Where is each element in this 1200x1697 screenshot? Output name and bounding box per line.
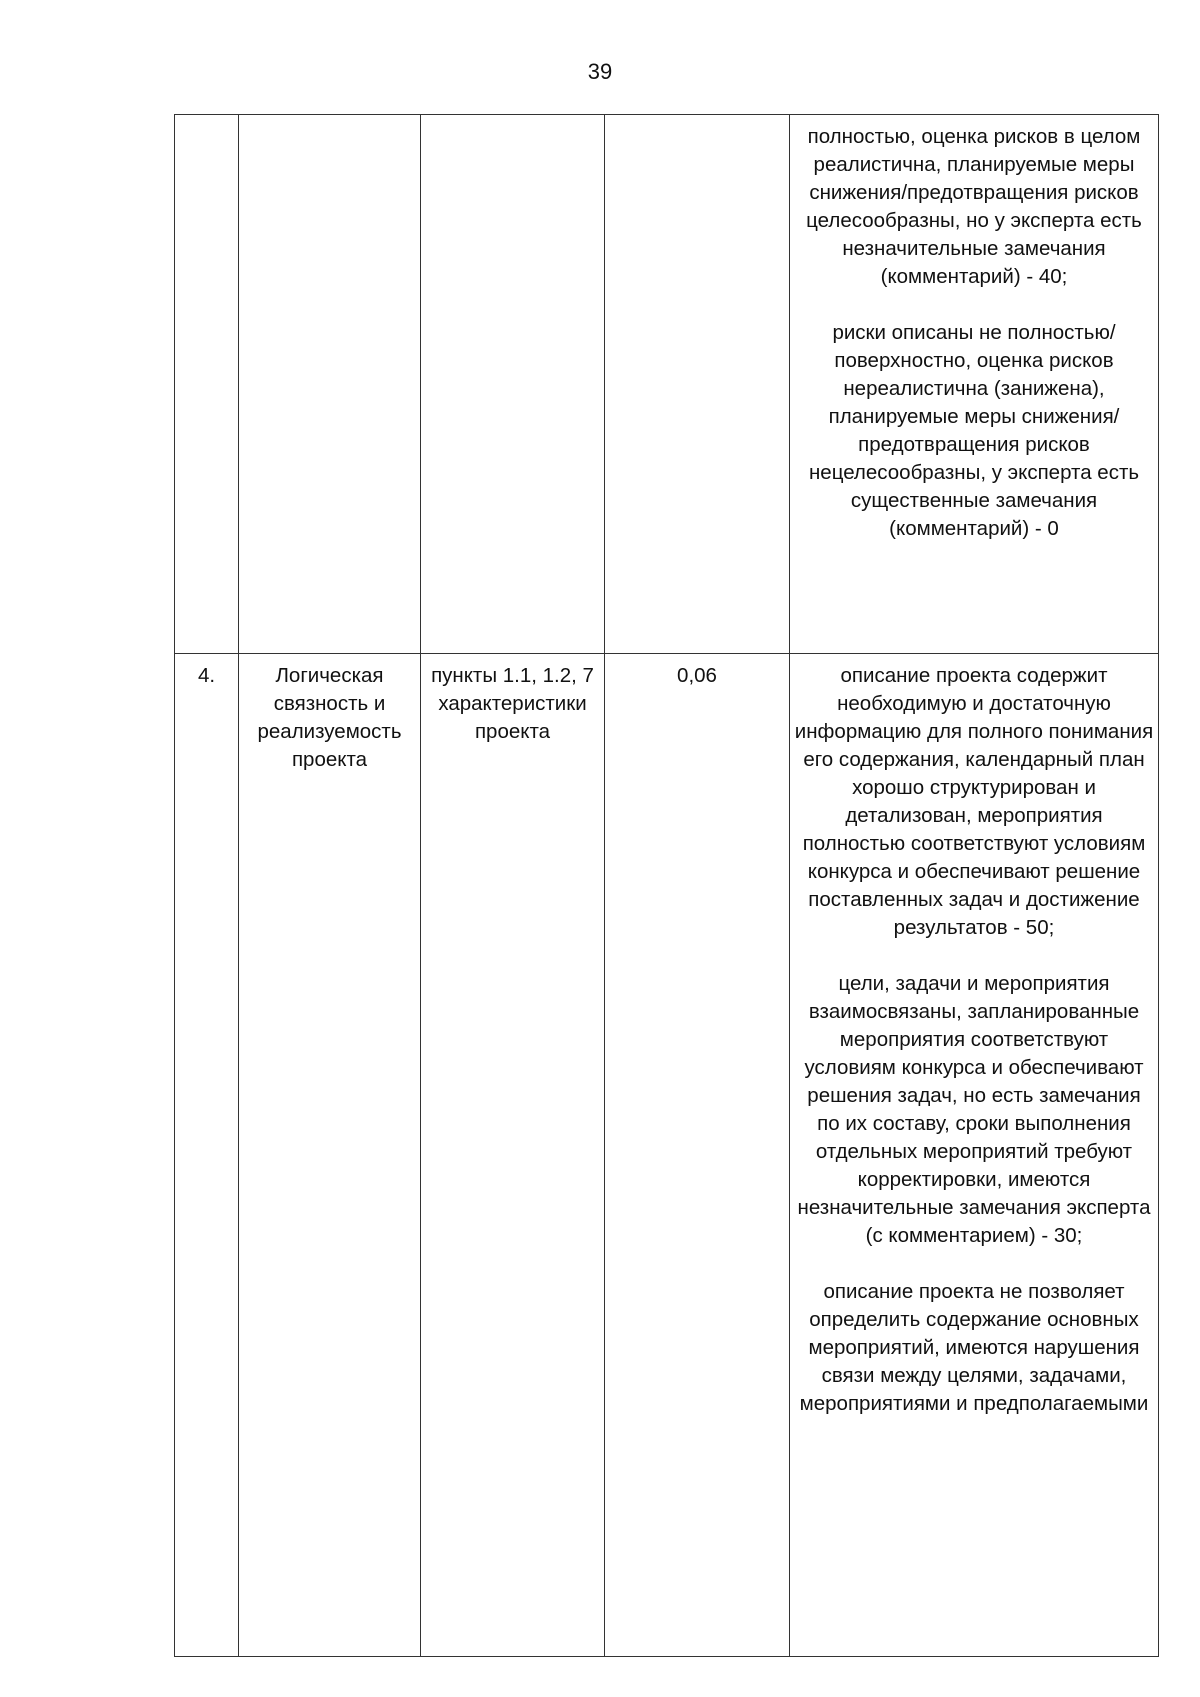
criteria-table — [174, 114, 1159, 1657]
table-row — [175, 654, 1159, 1657]
weight-cell: 0,06 — [605, 654, 790, 1657]
row-number-cell — [175, 115, 239, 654]
scoring-cell — [790, 115, 1159, 654]
source-cell: пункты 1.1, 1.2, 7 характеристики проекта — [421, 654, 605, 1657]
scoring-option: риски описаны не полностью/поверхностно, оценка рисков нереалистична (занижена), планируемые меры снижения/предотвращения рисков нецелесообразны, у эксперта есть существенные замечания (комментарий) - 0 — [808, 321, 1140, 540]
criterion-cell — [239, 115, 421, 654]
row-number-cell: 4. — [175, 654, 239, 1657]
scoring-option: описание проекта содержит необходимую и достаточную информацию для полного понимания его содержания, календарный план хорошо структурирован и детализован, мероприятия полностью соответствуют условиям конкурса и обеспечивают решение поставленных задач и достижение результатов - 50; — [794, 664, 1154, 939]
scoring-option: описание проекта не позволяет определить содержание основных мероприятий, имеются нарушения связи между целями, задачами, мероприятиями и предполагаемыми — [799, 1280, 1149, 1415]
page-number: 39 — [587, 59, 613, 84]
criterion-cell: Логическая связность и реализуемость проекта — [239, 654, 421, 1657]
scoring-option: полностью, оценка рисков в целом реалистична, планируемые меры снижения/предотвращения рисков целесообразны, но у эксперта есть незначительные замечания (комментарий) - 40; — [806, 125, 1142, 288]
table-row — [175, 115, 1159, 654]
source-cell — [421, 115, 605, 654]
scoring-option: цели, задачи и мероприятия взаимосвязаны, запланированные мероприятия соответствуют условиям конкурса и обеспечивают решения задач, но есть замечания по их составу, сроки выполнения отдельных мероприятий требуют корректировки, имеются незначительные замечания эксперта (с комментарием) - 30; — [797, 972, 1151, 1247]
weight-cell — [605, 115, 790, 654]
scoring-cell — [790, 654, 1159, 1657]
